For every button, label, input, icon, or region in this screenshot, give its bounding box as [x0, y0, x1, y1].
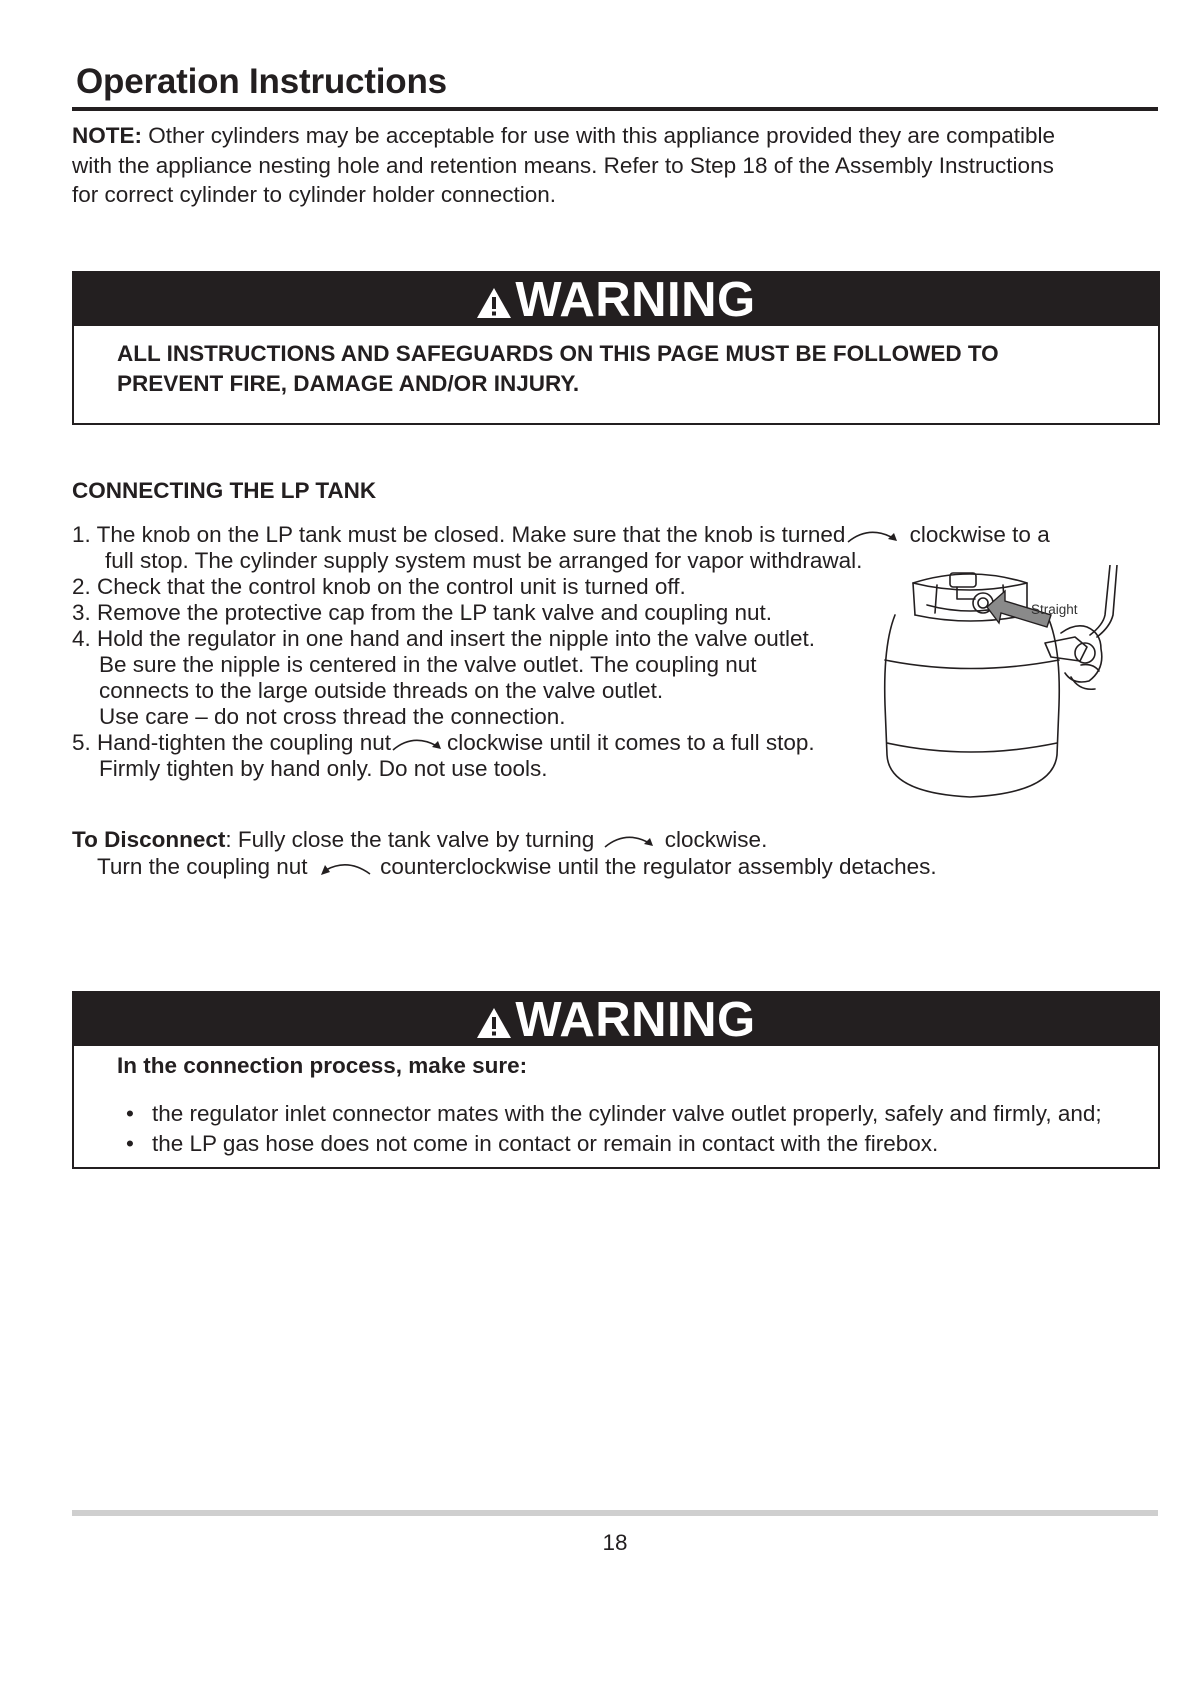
illustration-label-straight: Straight	[1031, 602, 1078, 617]
warning-box-general	[72, 271, 1160, 425]
step-5-text-a: 5. Hand-tighten the coupling nut	[72, 730, 391, 755]
bullet-icon: •	[126, 1131, 134, 1156]
note-line-1: Other cylinders may be acceptable for use with this appliance provided they are compatible	[142, 123, 1055, 148]
clockwise-arrow-icon	[601, 832, 659, 850]
clockwise-arrow-icon	[391, 735, 447, 753]
bullet-icon: •	[126, 1101, 134, 1126]
step-3: 3. Remove the protective cap from the LP tank valve and coupling nut.	[72, 600, 772, 625]
note-line-3: for correct cylinder to cylinder holder connection.	[72, 182, 556, 207]
disconnect-text-1b: clockwise.	[658, 827, 768, 852]
page-number: 18	[602, 1530, 628, 1555]
disconnect-text-1: : Fully close the tank valve by turning	[225, 827, 601, 852]
clockwise-arrow-icon	[845, 527, 903, 545]
disconnect-instructions	[72, 826, 937, 880]
step-4-line-2: Be sure the nipple is centered in the valve outlet. The coupling nut	[99, 652, 757, 677]
disconnect-line-2	[72, 853, 937, 880]
list-item-text: the regulator inlet connector mates with the cylinder valve outlet properly, safely and firmly, and;	[152, 1101, 1102, 1126]
step-4: 4. Hold the regulator in one hand and insert the nipple into the valve outlet.	[72, 626, 816, 651]
lp-tank-illustration	[875, 565, 1155, 830]
list-item-text: the LP gas hose does not come in contact or remain in contact with the firebox.	[152, 1131, 939, 1156]
warning-bullet-list	[126, 1099, 1102, 1159]
note-label: NOTE:	[72, 123, 142, 148]
list-item	[126, 1099, 1102, 1129]
step-1-continued: full stop. The cylinder supply system must be arranged for vapor withdrawal.	[105, 548, 863, 573]
step-1-text-b: clockwise to a	[903, 522, 1050, 547]
note-paragraph	[72, 121, 1162, 210]
warning-triangle-icon	[476, 287, 512, 319]
step-4-line-3: connects to the large outside threads on the valve outlet.	[99, 678, 664, 703]
warning-header-text: WARNING	[515, 272, 756, 327]
note-line-2: with the appliance nesting hole and retention means. Refer to Step 18 of the Assembly Instructions	[72, 152, 1054, 178]
warning-header-text: WARNING	[515, 992, 756, 1047]
step-1-text-a: 1. The knob on the LP tank must be closed. Make sure that the knob is turned	[72, 522, 846, 547]
step-1	[72, 522, 1050, 548]
warning-message-line-1: ALL INSTRUCTIONS AND SAFEGUARDS ON THIS PAGE MUST BE FOLLOWED TO	[117, 341, 999, 366]
title-rule	[72, 107, 1158, 111]
disconnect-text-2b: counterclockwise until the regulator assembly detaches.	[373, 854, 937, 879]
counterclockwise-arrow-icon	[314, 858, 374, 878]
warning-header	[74, 993, 1158, 1046]
warning-message-line-2: PREVENT FIRE, DAMAGE AND/OR INJURY.	[117, 370, 580, 396]
warning-lead: In the connection process, make sure:	[117, 1053, 528, 1078]
list-item	[126, 1129, 1102, 1159]
disconnect-text-2a: Turn the coupling nut	[97, 854, 314, 879]
warning-triangle-icon	[476, 1007, 512, 1039]
page-title: Operation Instructions	[76, 62, 447, 101]
warning-header	[74, 273, 1158, 326]
warning-box-connection	[72, 991, 1160, 1169]
step-4-line-4: Use care – do not cross thread the connection.	[99, 704, 566, 729]
footer-rule	[72, 1510, 1158, 1516]
step-5-text-b: clockwise until it comes to a full stop.	[446, 730, 815, 755]
warning-message	[117, 339, 999, 398]
disconnect-label: To Disconnect	[72, 827, 226, 852]
disconnect-line-1	[72, 826, 937, 853]
step-5-line-2: Firmly tighten by hand only. Do not use tools.	[99, 756, 548, 781]
section-heading-connecting: CONNECTING THE LP TANK	[72, 478, 377, 503]
step-2: 2. Check that the control knob on the control unit is turned off.	[72, 574, 686, 599]
